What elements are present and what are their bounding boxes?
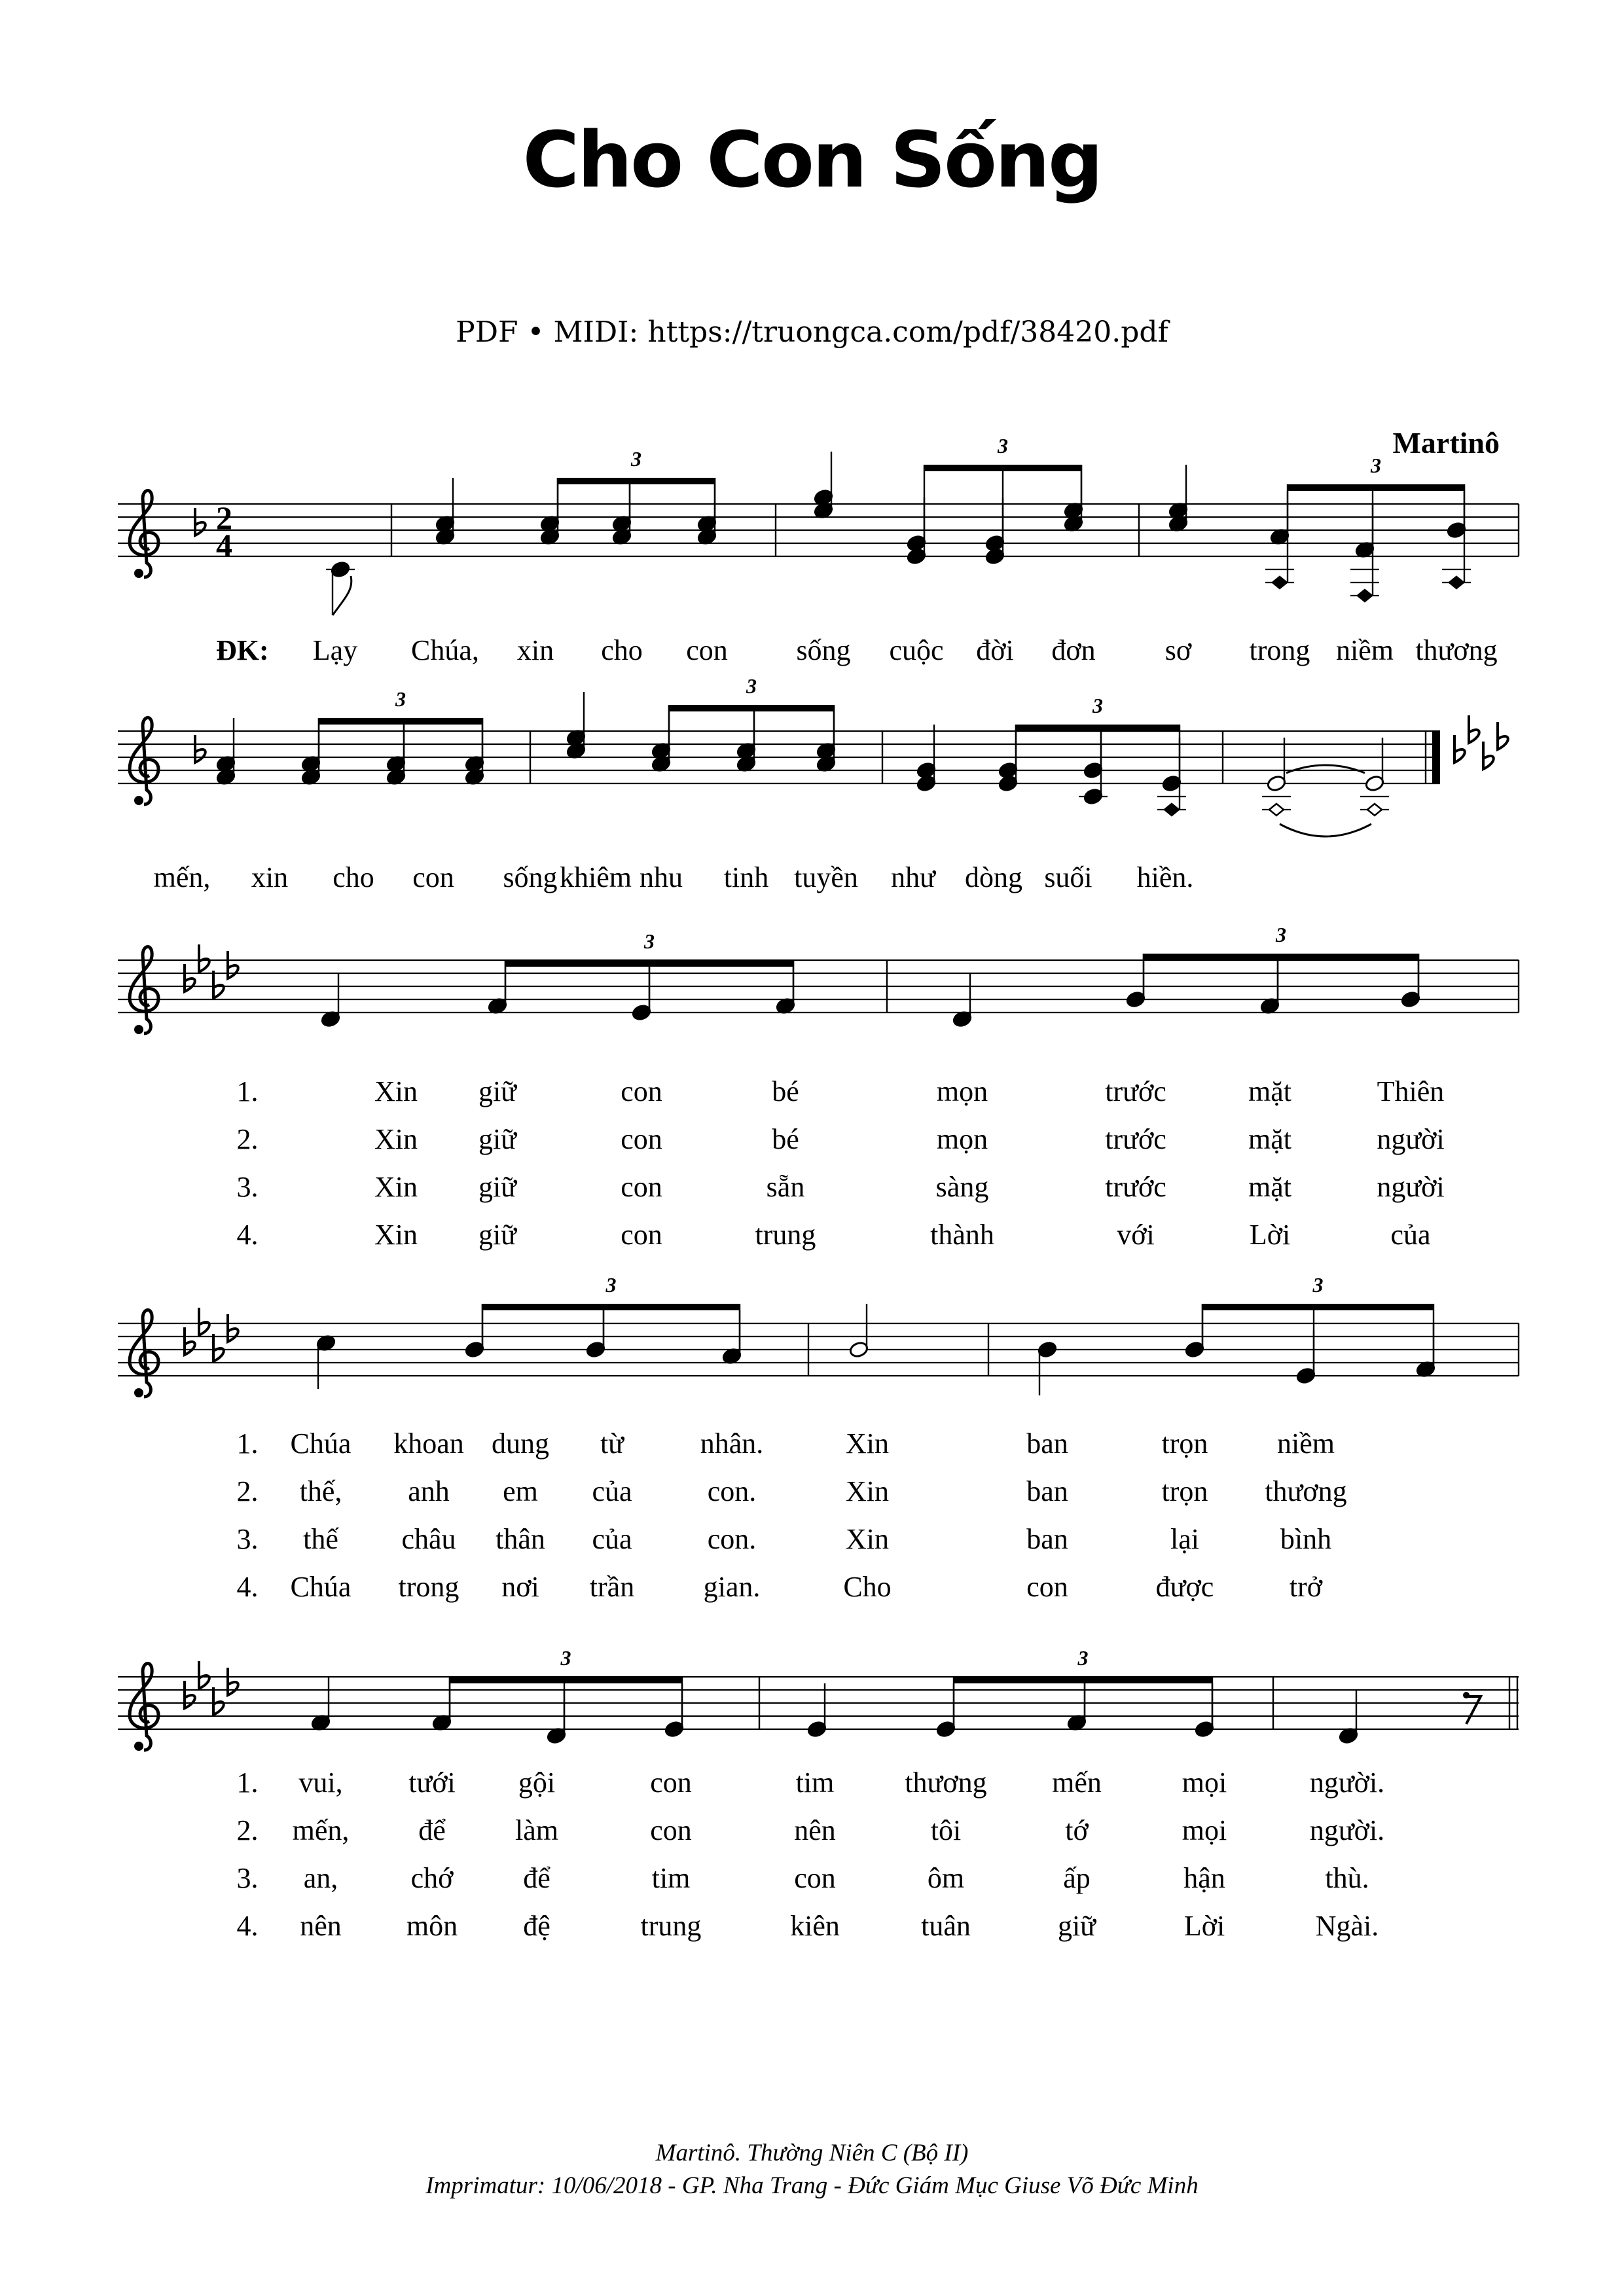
beam bbox=[319, 718, 482, 725]
lyric-syllable: bé bbox=[772, 1075, 799, 1107]
verse-number: 1. bbox=[236, 1767, 259, 1799]
pdf-midi-link[interactable]: PDF • MIDI: https://truongca.com/pdf/38420.pdf bbox=[456, 315, 1168, 349]
lyric-syllable: để bbox=[418, 1814, 446, 1846]
lyric-syllable: con. bbox=[707, 1475, 757, 1507]
triplet-number: 3 bbox=[1371, 454, 1381, 477]
lyric-syllable: trong bbox=[398, 1571, 460, 1603]
beam bbox=[482, 1304, 740, 1310]
composer-name: Martinô bbox=[1392, 426, 1500, 459]
lyric-syllable: với bbox=[1117, 1219, 1155, 1251]
lyric-syllable: tưới bbox=[408, 1767, 456, 1799]
triplet-number: 3 bbox=[1312, 1273, 1324, 1297]
flat-sign-icon bbox=[199, 1308, 209, 1335]
lyric-syllable: con bbox=[412, 861, 454, 893]
lyric-syllable: ban bbox=[1026, 1475, 1068, 1507]
lyric-syllable: như bbox=[891, 861, 935, 893]
lyric-syllable: bình bbox=[1280, 1523, 1332, 1555]
flat-sign-icon bbox=[213, 1687, 224, 1715]
beam bbox=[924, 465, 1081, 471]
notehead bbox=[1164, 804, 1179, 816]
lyric-syllable: trần bbox=[589, 1571, 635, 1603]
lyric-syllable: nhu bbox=[640, 861, 683, 893]
beam bbox=[1144, 954, 1418, 960]
beam bbox=[954, 1677, 1212, 1683]
lyric-syllable: trong bbox=[1249, 634, 1310, 666]
lyric-syllable: thương bbox=[1415, 634, 1498, 666]
triplet-number: 3 bbox=[560, 1646, 571, 1670]
lyric-syllable: giữ bbox=[478, 1219, 517, 1251]
flat-sign-icon bbox=[199, 1661, 209, 1689]
lyric-syllable: con bbox=[650, 1767, 692, 1799]
lyric-syllable: nên bbox=[300, 1910, 342, 1942]
flat-sign-icon bbox=[228, 1314, 238, 1342]
beam bbox=[450, 1677, 682, 1683]
time-signature-bottom: 4 bbox=[216, 527, 232, 564]
verse-number: 4. bbox=[236, 1571, 259, 1603]
lyric-syllable: xin bbox=[516, 634, 554, 666]
lyric-syllable: khoan bbox=[393, 1427, 464, 1460]
lyric-syllable: trọn bbox=[1161, 1475, 1208, 1507]
lyric-syllable: chớ bbox=[410, 1862, 454, 1894]
lyric-syllable: Lạy bbox=[312, 634, 358, 666]
final-barline bbox=[1432, 731, 1440, 783]
lyric-syllable: thương bbox=[1265, 1475, 1347, 1507]
lyric-syllable: mọn bbox=[936, 1075, 988, 1107]
notehead bbox=[1272, 577, 1287, 588]
footer-source: Martinô. Thường Niên C (Bộ II) bbox=[655, 2140, 969, 2166]
lyric-syllable: thương bbox=[905, 1767, 987, 1799]
flat-sign-icon bbox=[185, 1327, 195, 1355]
lyric-syllable: mặt bbox=[1248, 1171, 1291, 1203]
lyric-syllable: người. bbox=[1309, 1814, 1385, 1846]
lyric-syllable: Cho bbox=[843, 1571, 892, 1603]
lyric-syllable: sàng bbox=[935, 1171, 989, 1203]
lyric-syllable: con bbox=[1026, 1571, 1068, 1603]
lyric-syllable: đệ bbox=[523, 1910, 550, 1942]
lyric-syllable: châu bbox=[401, 1523, 456, 1555]
clef-dot bbox=[134, 796, 143, 805]
lyric-syllable: để bbox=[523, 1862, 550, 1894]
footer-imprimatur: Imprimatur: 10/06/2018 - GP. Nha Trang - Đức Giám Mục Giuse Võ Đức Minh bbox=[425, 2172, 1199, 2199]
flat-sign-icon bbox=[228, 951, 238, 978]
lyric-syllable: trước bbox=[1105, 1075, 1166, 1107]
lyric-syllable: cho bbox=[333, 861, 374, 893]
lyric-syllable: ôm bbox=[927, 1862, 965, 1894]
lyric-syllable: gian. bbox=[703, 1571, 761, 1603]
lyric-syllable: suối bbox=[1044, 861, 1092, 893]
lyric-syllable: Xin bbox=[374, 1123, 418, 1155]
lyric-syllable: Chúa bbox=[290, 1571, 352, 1603]
lyric-syllable: mến, bbox=[292, 1814, 350, 1846]
lyric-syllable: lại bbox=[1170, 1523, 1199, 1555]
triplet-number: 3 bbox=[998, 434, 1008, 457]
lyric-syllable: con bbox=[621, 1123, 662, 1155]
lyric-syllable: Thiên bbox=[1377, 1075, 1445, 1107]
flat-sign-icon bbox=[1454, 735, 1465, 762]
lyric-syllable: hiền. bbox=[1136, 861, 1194, 893]
lyric-syllable: nơi bbox=[501, 1571, 539, 1603]
verse-number: 1. bbox=[236, 1075, 259, 1107]
lyric-syllable: được bbox=[1155, 1571, 1214, 1603]
lyric-syllable: con. bbox=[707, 1523, 757, 1555]
lyric-syllable: Xin bbox=[374, 1171, 418, 1203]
verse-number: 3. bbox=[236, 1523, 259, 1555]
flat-sign-icon bbox=[185, 964, 195, 992]
lyric-syllable: giữ bbox=[478, 1123, 517, 1155]
verse-number: 4. bbox=[236, 1219, 259, 1251]
lyric-syllable: ban bbox=[1026, 1427, 1068, 1460]
lyric-syllable: đời bbox=[976, 634, 1014, 666]
lyric-syllable: môn bbox=[406, 1910, 458, 1942]
lyric-syllable: con bbox=[621, 1075, 662, 1107]
lyric-syllable: tuyền bbox=[794, 861, 858, 893]
clef-dot bbox=[134, 569, 143, 578]
lyric-syllable: tuân bbox=[921, 1910, 971, 1942]
triplet-number: 3 bbox=[395, 687, 406, 711]
lyric-syllable: tim bbox=[651, 1862, 691, 1894]
lyric-syllable: mọi bbox=[1182, 1814, 1227, 1846]
rest-dot bbox=[1463, 1692, 1470, 1698]
lyric-syllable: an, bbox=[303, 1862, 338, 1894]
lyric-syllable: sống bbox=[503, 861, 558, 893]
lyric-syllable: xin bbox=[251, 861, 289, 893]
lyric-syllable: người bbox=[1377, 1171, 1445, 1203]
notehead bbox=[1358, 590, 1372, 601]
lyric-syllable: của bbox=[1390, 1219, 1431, 1251]
lyric-syllable: nhân. bbox=[700, 1427, 764, 1460]
lyric-syllable: giữ bbox=[478, 1171, 517, 1203]
lyric-syllable: dung bbox=[492, 1427, 549, 1460]
lyric-syllable: tim bbox=[795, 1767, 835, 1799]
lyric-syllable: khiêm bbox=[560, 861, 632, 893]
lyric-syllable: của bbox=[592, 1475, 632, 1507]
triplet-number: 3 bbox=[605, 1273, 617, 1297]
beam bbox=[1288, 484, 1464, 491]
lyric-syllable: kiên bbox=[790, 1910, 840, 1942]
lyric-syllable: từ bbox=[600, 1427, 624, 1460]
chorus-label: ĐK: bbox=[216, 634, 269, 666]
time-signature-top: 2 bbox=[216, 499, 232, 536]
lyric-syllable: sống bbox=[796, 634, 851, 666]
lyric-syllable: người. bbox=[1309, 1767, 1385, 1799]
lyric-syllable: niềm bbox=[1277, 1427, 1335, 1460]
flat-sign-icon bbox=[195, 508, 206, 535]
lyric-syllable: Chúa bbox=[290, 1427, 352, 1460]
lyric-syllable: mặt bbox=[1248, 1123, 1291, 1155]
lyric-syllable: trở bbox=[1289, 1571, 1323, 1603]
lyric-syllable: mến bbox=[1052, 1767, 1102, 1799]
lyric-syllable: tớ bbox=[1065, 1814, 1089, 1846]
lyric-syllable: vui, bbox=[298, 1767, 343, 1799]
lyric-syllable: thế, bbox=[299, 1475, 342, 1507]
notehead bbox=[1269, 804, 1284, 816]
beam bbox=[1016, 725, 1180, 731]
lyric-syllable: gội bbox=[518, 1767, 556, 1799]
tie bbox=[1286, 765, 1365, 773]
lyric-syllable: mọn bbox=[936, 1123, 988, 1155]
lyric-syllable: trước bbox=[1105, 1123, 1166, 1155]
lyric-syllable: Xin bbox=[846, 1523, 889, 1555]
lyric-syllable: con bbox=[686, 634, 728, 666]
verse-number: 4. bbox=[236, 1910, 259, 1942]
lyric-syllable: cuộc bbox=[889, 634, 944, 666]
lyric-syllable: người bbox=[1377, 1123, 1445, 1155]
lyric-syllable: trung bbox=[755, 1219, 816, 1251]
lyric-syllable: bé bbox=[772, 1123, 799, 1155]
lyric-syllable: hận bbox=[1183, 1862, 1225, 1894]
note-flag bbox=[333, 576, 352, 615]
beam bbox=[505, 960, 793, 967]
lyric-syllable: thù. bbox=[1325, 1862, 1369, 1894]
verse-number: 2. bbox=[236, 1814, 259, 1846]
clef-dot bbox=[134, 1388, 143, 1397]
lyric-syllable: Xin bbox=[846, 1475, 889, 1507]
flat-sign-icon bbox=[1483, 742, 1494, 769]
lyric-syllable: ban bbox=[1026, 1523, 1068, 1555]
lyric-syllable: nên bbox=[794, 1814, 836, 1846]
notehead bbox=[1367, 804, 1382, 816]
lyric-syllable: mặt bbox=[1248, 1075, 1291, 1107]
lyric-syllable: Lời bbox=[1249, 1219, 1291, 1251]
lyric-syllable: sẵn bbox=[766, 1171, 805, 1203]
eighth-rest-icon bbox=[1466, 1696, 1481, 1724]
lyric-syllable: trung bbox=[640, 1910, 702, 1942]
lyric-syllable: Ngài. bbox=[1315, 1910, 1379, 1942]
lyric-syllable: giữ bbox=[1057, 1910, 1096, 1942]
lyric-syllable: em bbox=[503, 1475, 538, 1507]
lyric-syllable: làm bbox=[515, 1814, 558, 1846]
lyric-syllable: niềm bbox=[1336, 634, 1394, 666]
clef-dot bbox=[134, 1742, 143, 1751]
page-title: Cho Con Sống bbox=[522, 115, 1102, 205]
lyric-syllable: Xin bbox=[374, 1075, 418, 1107]
lyric-syllable: thân bbox=[496, 1523, 545, 1555]
lyric-syllable: thế bbox=[303, 1523, 338, 1555]
verse-number: 3. bbox=[236, 1171, 259, 1203]
lyric-syllable: con bbox=[794, 1862, 836, 1894]
triplet-number: 3 bbox=[644, 929, 655, 953]
lyric-syllable: tôi bbox=[930, 1814, 962, 1846]
lyric-syllable: sơ bbox=[1164, 634, 1192, 666]
flat-sign-icon bbox=[199, 944, 209, 972]
clef-dot bbox=[134, 1025, 143, 1034]
lyric-syllable: mến, bbox=[153, 861, 211, 893]
lyric-syllable: Xin bbox=[846, 1427, 889, 1460]
triplet-number: 3 bbox=[631, 447, 641, 471]
beam bbox=[558, 478, 715, 484]
flat-sign-icon bbox=[228, 1668, 238, 1695]
lyric-syllable: con bbox=[621, 1219, 662, 1251]
triplet-number: 3 bbox=[1077, 1646, 1089, 1670]
flat-sign-icon bbox=[213, 1334, 224, 1361]
lyric-syllable: Chúa, bbox=[411, 634, 479, 666]
lyric-syllable: tinh bbox=[723, 861, 769, 893]
lyric-syllable: con bbox=[621, 1171, 662, 1203]
beam bbox=[1202, 1304, 1434, 1310]
lyric-syllable: con bbox=[650, 1814, 692, 1846]
lyric-syllable: Xin bbox=[374, 1219, 418, 1251]
lyric-syllable: thành bbox=[930, 1219, 994, 1251]
staff-3 bbox=[118, 960, 1519, 1013]
triplet-number: 3 bbox=[1276, 923, 1286, 946]
lyric-syllable: Lời bbox=[1183, 1910, 1225, 1942]
flat-sign-icon bbox=[1469, 715, 1479, 743]
verse-number: 1. bbox=[236, 1427, 259, 1460]
lyric-syllable: cho bbox=[601, 634, 643, 666]
lyric-syllable: giữ bbox=[478, 1075, 517, 1107]
lyric-syllable: của bbox=[592, 1523, 632, 1555]
triplet-number: 3 bbox=[746, 674, 757, 698]
beam bbox=[669, 705, 834, 711]
verse-number: 2. bbox=[236, 1475, 259, 1507]
lyric-syllable: dòng bbox=[965, 861, 1022, 893]
lyric-syllable: trước bbox=[1105, 1171, 1166, 1203]
lyric-syllable: mọi bbox=[1182, 1767, 1227, 1799]
flat-sign-icon bbox=[213, 971, 224, 998]
flat-sign-icon bbox=[195, 735, 206, 762]
flat-sign-icon bbox=[1498, 722, 1508, 749]
verse-number: 2. bbox=[236, 1123, 259, 1155]
triplet-number: 3 bbox=[1092, 694, 1103, 717]
verse-number: 3. bbox=[236, 1862, 259, 1894]
notehead bbox=[1449, 577, 1464, 588]
lyric-syllable: anh bbox=[408, 1475, 450, 1507]
flat-sign-icon bbox=[185, 1681, 195, 1708]
lyric-syllable: ấp bbox=[1063, 1862, 1091, 1894]
tie bbox=[1280, 824, 1371, 836]
lyric-syllable: trọn bbox=[1161, 1427, 1208, 1460]
lyric-syllable: đơn bbox=[1051, 634, 1096, 666]
